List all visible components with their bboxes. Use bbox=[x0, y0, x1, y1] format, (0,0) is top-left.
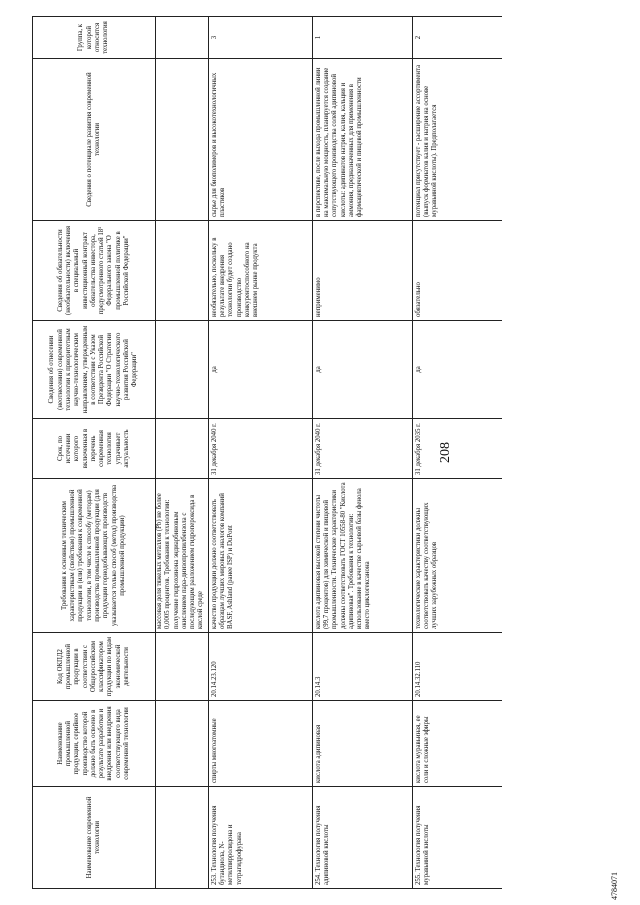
cell-code: 20.14.32.110 bbox=[412, 633, 502, 701]
table-row bbox=[312, 17, 412, 889]
cell-code: 20.14.3 bbox=[312, 633, 412, 701]
cell-code: 20.14.23.120 bbox=[208, 633, 312, 701]
header-okpd2-code: Код ОКПД2 промышленной продукции в соответствии с Общероссийским классификатором продукции по видам экономической деятельности bbox=[33, 633, 156, 701]
header-deadline: Срок, по истечении которого включенная в перечень современная технология утрачивает актуальность bbox=[33, 419, 156, 479]
cell-technology bbox=[412, 787, 502, 889]
table-row bbox=[208, 17, 312, 889]
cell-technology bbox=[312, 787, 412, 889]
header-product-name: Наименование промышленной продукции, серийное производство которой должно быть освоено в результате разработки и внедрения или внедрения соответствующего вида современной технологии bbox=[33, 701, 156, 787]
technology-name: Технология получения муравьиной кислоты bbox=[414, 805, 430, 885]
cell-group: 1 bbox=[312, 17, 412, 59]
cell-priority: да bbox=[412, 321, 502, 419]
header-requirements: Требования к основным техническим характеристикам (свойствам) промышленной продукции и (или) требования к современной технологии, в том числе к способу (методам) производства промышленной продукции (для продукции горнодобывающих производств указывается только способ (метод) производства промышленной продукции) bbox=[33, 479, 156, 633]
cell-technology bbox=[208, 787, 312, 889]
cell-priority: да bbox=[312, 321, 412, 419]
cell-product: спирты многоатомные bbox=[208, 701, 312, 787]
cell-obligation: обязательно bbox=[412, 221, 502, 321]
document-id: 4784071 bbox=[610, 872, 619, 900]
cell-obligation: неприменимо bbox=[312, 221, 412, 321]
row-number: 255. bbox=[414, 873, 422, 885]
technology-name: Технология получения адипиновой кислоты bbox=[314, 805, 330, 885]
page-number: 208 bbox=[438, 442, 453, 463]
cell-potential: потенциал присутствует - расширение ассортимента (выпуск формиатов калия и натрия на основе муравьиной кислоты). Предполагается bbox=[412, 59, 502, 221]
row-number: 254. bbox=[314, 873, 322, 885]
table-row-continuation bbox=[156, 17, 209, 889]
cell-potential: сырье для биополимеров и высокотехнологичных пластиков bbox=[208, 59, 312, 221]
cell-group: 2 bbox=[412, 17, 502, 59]
header-potential: Сведения о потенциале развития современной технологии bbox=[33, 59, 156, 221]
row-number: 253. bbox=[210, 873, 218, 885]
technology-name: Технология получения бутандиола, N-метилпирролидона и тетрагидрофурана bbox=[210, 805, 243, 885]
cell-deadline: 31 декабря 2035 г. bbox=[412, 419, 502, 479]
cell-potential: в перспективе, после выхода промышленной линии на максимальную мощность, планируется создание сопутствующего производства солей адипиновой кислоты: адипинатов натрия, калия, кальция и аммония, предназначенных для применения в фармацевтической и пищевой промышленности bbox=[312, 59, 412, 221]
cell-requirements: массовая доля тяжелых металлов (Pb) не более 0,0005 процентов. Требования к технологии: получение гидрохинона эндиарбиновым окислением пара-диизопропилбензола с последующим разложением гидропероксида в кислой среде bbox=[156, 479, 209, 633]
header-priority: Сведения об отнесении (неотнесении) современной технологии к приоритетным научно-технологическим направлениям, утвержденным в соответствии с Указом Президента Российской Федерации "О Стратегии научно-технологического развития Российской Федерации" bbox=[33, 321, 156, 419]
cell-product: кислота адипиновая bbox=[312, 701, 412, 787]
table-header-row bbox=[33, 17, 156, 889]
cell-requirements: качество продукции должно соответствовать образцам лучших мировых аналогов компаний BASF, Ashland (ранее ISP) и DuPont bbox=[208, 479, 312, 633]
table-row bbox=[412, 17, 502, 889]
cell-deadline: 31 декабря 2040 г. bbox=[208, 419, 312, 479]
cell-requirements: технологические характеристики должны соответствовать качеству соответствующих лучших зарубежных образцов bbox=[412, 479, 502, 633]
technology-table bbox=[32, 16, 502, 889]
cell-obligation: необязательно, поскольку в результате внедрения технологии будет создано производство конкурентоспособного на внешнем рынке продукта bbox=[208, 221, 312, 321]
cell-requirements: кислота адипиновая высокой степени чистоты (99,7 процентов) для химической и пищевой промышленности. Технические характеристики должны соответствовать ГОСТ 10558-80 "Кислота адипиновая". Требования к технологии: использование в качестве сырьевой базы фенола вместо циклогексанона bbox=[312, 479, 412, 633]
header-group: Группа, к которой относится технология bbox=[33, 17, 156, 59]
cell-group: 3 bbox=[208, 17, 312, 59]
cell-priority: да bbox=[208, 321, 312, 419]
header-technology-name: Наименование современной технологии bbox=[33, 787, 156, 889]
header-obligation: Сведения об обязательности (необязательности) включения в специальный инвестиционный контракт обязательства инвестора, предусмотренного статьей 18¹ Федерального закона "О промышленной политике в Российской Федерации" bbox=[33, 221, 156, 321]
cell-deadline: 31 декабря 2040 г. bbox=[312, 419, 412, 479]
cell-product: кислота муравьиная, ее соли и сложные эфиры bbox=[412, 701, 502, 787]
